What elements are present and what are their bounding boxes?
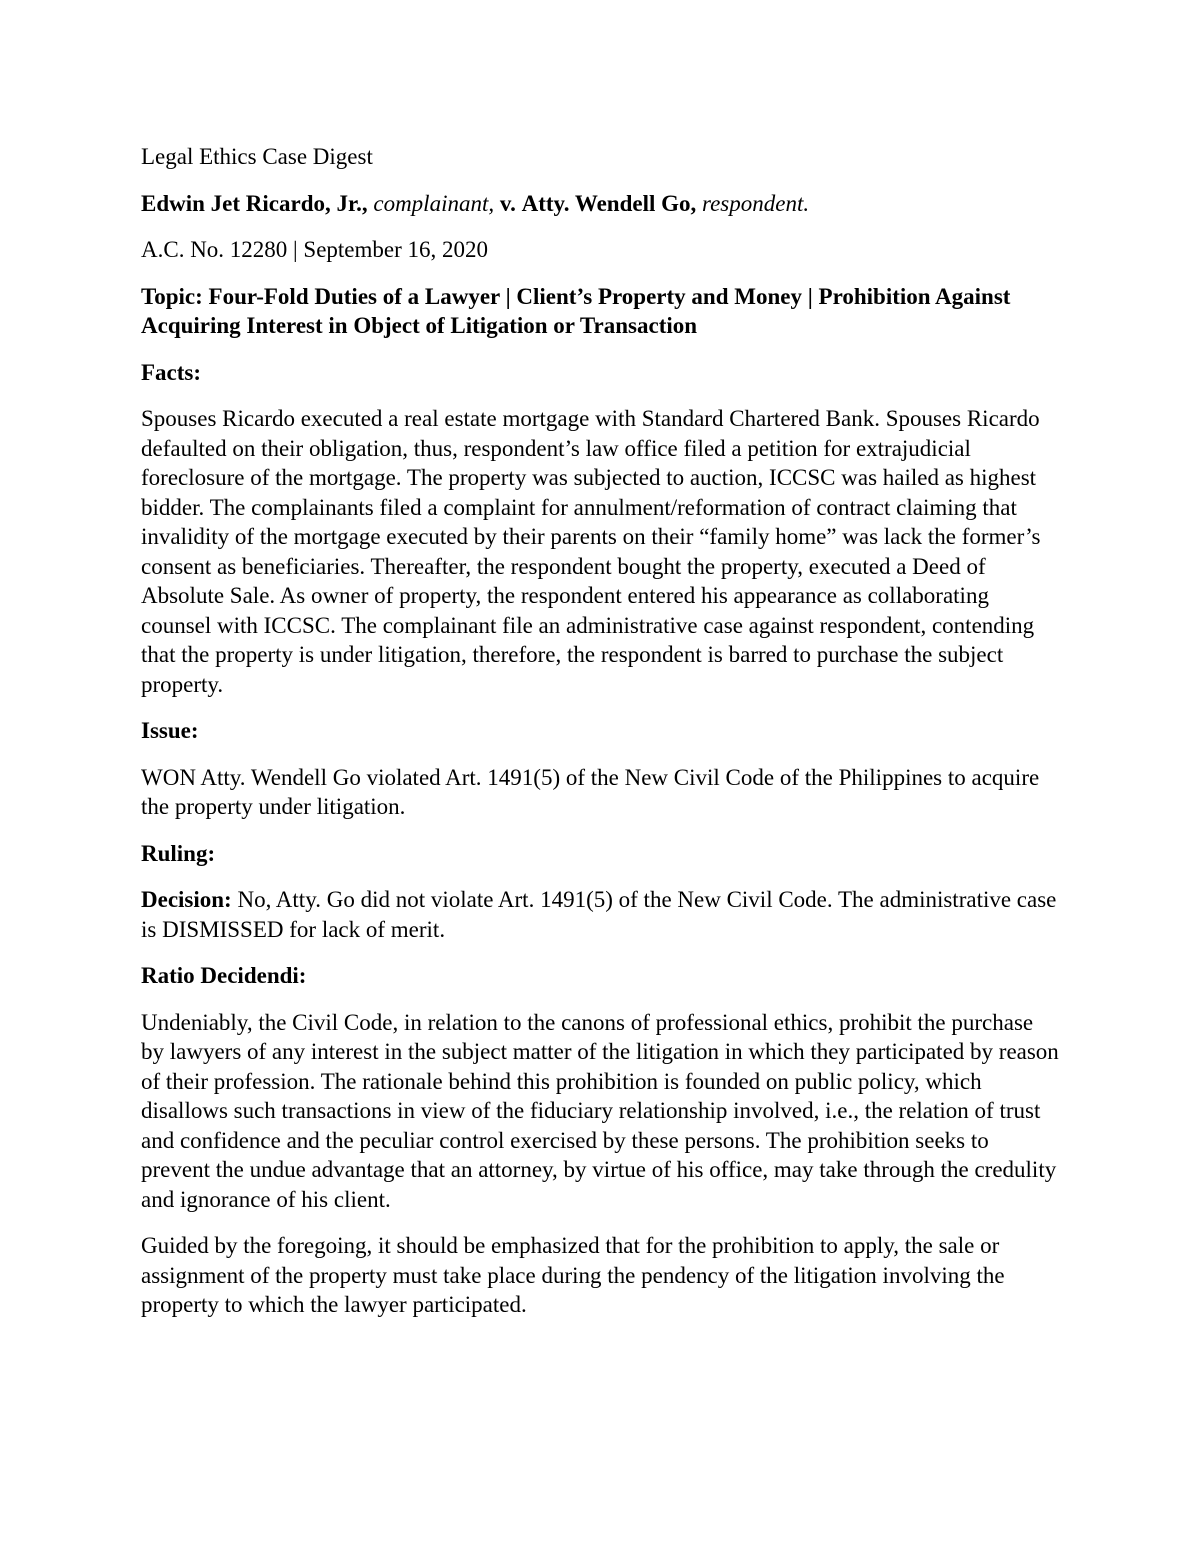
issue-paragraph: WON Atty. Wendell Go violated Art. 1491(5) of the New Civil Code of the Philippines to acquire the property under litigation. xyxy=(141,764,1040,819)
document-title: Legal Ethics Case Digest xyxy=(141,144,373,169)
complainant-name: Edwin Jet Ricardo, Jr., xyxy=(141,190,368,216)
versus: v. xyxy=(499,190,516,216)
facts-heading: Facts: xyxy=(141,359,202,385)
decision-label: Decision: xyxy=(141,887,232,912)
respondent-name: Atty. Wendell Go, xyxy=(521,190,697,216)
issue-heading: Issue: xyxy=(141,718,199,743)
complainant-role: complainant, xyxy=(373,190,495,216)
ratio-paragraph-2: Guided by the foregoing, it should be emphasized that for the prohibition to apply, the sale or assignment of the property must take place during the pendency of the litigation involving the property to which the lawyer participated. xyxy=(141,1233,1005,1317)
ratio-paragraph-1: Undeniably, the Civil Code, in relation to the canons of professional ethics, prohibit the purchase by lawyers of any interest in the subject matter of the litigation in which they participated by reason of their profession. The rationale behind this prohibition is founded on public policy, which disallows such transactions in view of the fiduciary relationship involved, i.e., the relation of trust and confidence and the peculiar control exercised by these persons. The prohibition seeks to prevent the undue advantage that an attorney, by virtue of his office, may take through the credulity and ignorance of his client. xyxy=(141,1009,1059,1212)
ruling-heading: Ruling: xyxy=(141,840,216,866)
case-title xyxy=(141,189,1061,219)
topic-heading: Topic: Four-Fold Duties of a Lawyer | Client’s Property and Money | Prohibition Against Acquiring Interest in Object of Litigation or Transaction xyxy=(141,283,1011,338)
ratio-heading: Ratio Decidendi: xyxy=(141,963,307,988)
case-number-date: A.C. No. 12280 | September 16, 2020 xyxy=(141,237,489,262)
facts-paragraph: Spouses Ricardo executed a real estate mortgage with Standard Chartered Bank. Spouses Ricardo defaulted on their obligation, thus, respondent’s law office filed a petition for extrajudicial foreclosure of the mortgage. The property was subjected to auction, ICCSC was hailed as highest bidder. The complainants filed a complaint for annulment/reformation of contract claiming that invalidity of the mortgage executed by their parents on their “family home” was lack the former’s consent as beneficiaries. Thereafter, the respondent bought the property, executed a Deed of Absolute Sale. As owner of property, the respondent entered his appearance as collaborating counsel with ICCSC. The complainant file an administrative case against respondent, contending that the property is under litigation, therefore, the respondent is barred to purchase the subject property. xyxy=(141,406,1041,697)
decision-text: No, Atty. Go did not violate Art. 1491(5) of the New Civil Code. The administrative case is DISMISSED for lack of merit. xyxy=(141,887,1057,942)
document-body xyxy=(141,142,1061,1337)
respondent-role: respondent. xyxy=(702,190,810,216)
decision-paragraph xyxy=(141,885,1061,944)
